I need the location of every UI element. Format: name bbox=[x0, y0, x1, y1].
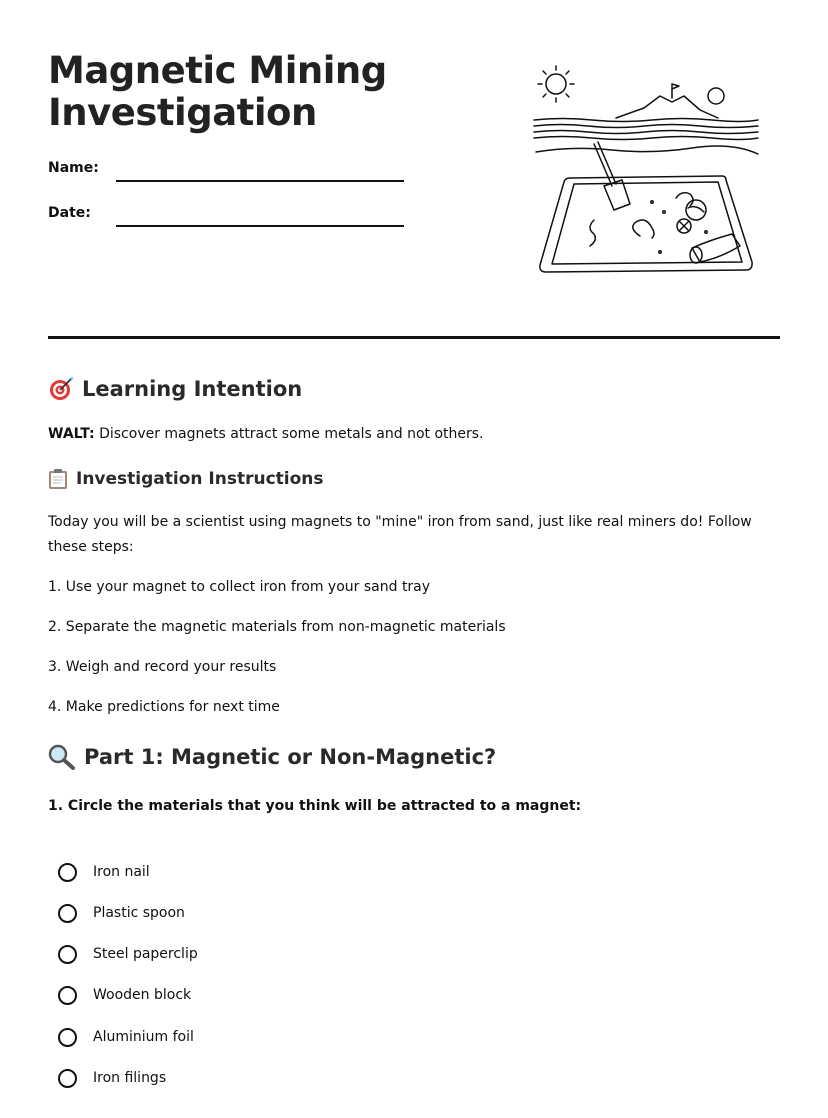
option-label: Plastic spoon bbox=[93, 905, 185, 921]
option-iron-nail[interactable] bbox=[58, 860, 150, 884]
instruction-step-1: 1. Use your magnet to collect iron from your sand tray bbox=[48, 579, 431, 595]
option-label: Aluminium foil bbox=[93, 1029, 194, 1045]
section-divider bbox=[48, 336, 780, 339]
worksheet-page bbox=[48, 0, 780, 1118]
option-circle[interactable] bbox=[58, 986, 77, 1005]
option-aluminium-foil[interactable] bbox=[58, 1025, 194, 1049]
option-circle[interactable] bbox=[58, 904, 77, 923]
instructions-intro: Today you will be a scientist using magnets to "mine" iron from sand, just like real miners do! Follow these steps: bbox=[48, 514, 752, 555]
option-circle[interactable] bbox=[58, 1069, 77, 1088]
option-label: Wooden block bbox=[93, 987, 192, 1003]
instructions-title: Investigation Instructions bbox=[76, 469, 324, 489]
name-field bbox=[48, 160, 99, 176]
option-circle[interactable] bbox=[58, 1028, 77, 1047]
page-title: Magnetic Mining Investigation bbox=[48, 49, 387, 134]
name-label: Name: bbox=[48, 160, 99, 176]
name-line[interactable] bbox=[116, 180, 404, 182]
magnifying-glass-icon bbox=[48, 744, 76, 770]
option-steel-paperclip[interactable] bbox=[58, 942, 198, 966]
walt-statement bbox=[48, 422, 484, 447]
target-icon bbox=[48, 376, 74, 402]
instruction-step-3: 3. Weigh and record your results bbox=[48, 659, 277, 675]
option-circle[interactable] bbox=[58, 945, 77, 964]
instructions-heading bbox=[48, 468, 324, 490]
instruction-step-4: 4. Make predictions for next time bbox=[48, 699, 280, 715]
question-1: 1. Circle the materials that you think will be attracted to a magnet: bbox=[48, 798, 582, 814]
date-line[interactable] bbox=[116, 225, 404, 227]
option-label: Iron nail bbox=[93, 864, 150, 880]
learning-intention-heading bbox=[48, 376, 302, 402]
walt-label: WALT: bbox=[48, 426, 95, 442]
clipboard-icon bbox=[48, 468, 68, 490]
date-field bbox=[48, 205, 91, 221]
part1-heading bbox=[48, 744, 496, 770]
part1-title: Part 1: Magnetic or Non-Magnetic? bbox=[84, 745, 497, 769]
sand-tray-illustration bbox=[532, 62, 762, 278]
option-label: Iron filings bbox=[93, 1070, 167, 1086]
option-circle[interactable] bbox=[58, 863, 77, 882]
option-iron-filings[interactable] bbox=[58, 1066, 166, 1090]
learning-intention-title: Learning Intention bbox=[82, 377, 303, 401]
option-label: Steel paperclip bbox=[93, 946, 198, 962]
date-label: Date: bbox=[48, 205, 91, 221]
walt-text: Discover magnets attract some metals and not others. bbox=[94, 426, 484, 442]
option-wooden-block[interactable] bbox=[58, 983, 191, 1007]
instruction-step-2: 2. Separate the magnetic materials from non-magnetic materials bbox=[48, 619, 506, 635]
option-plastic-spoon[interactable] bbox=[58, 901, 185, 925]
